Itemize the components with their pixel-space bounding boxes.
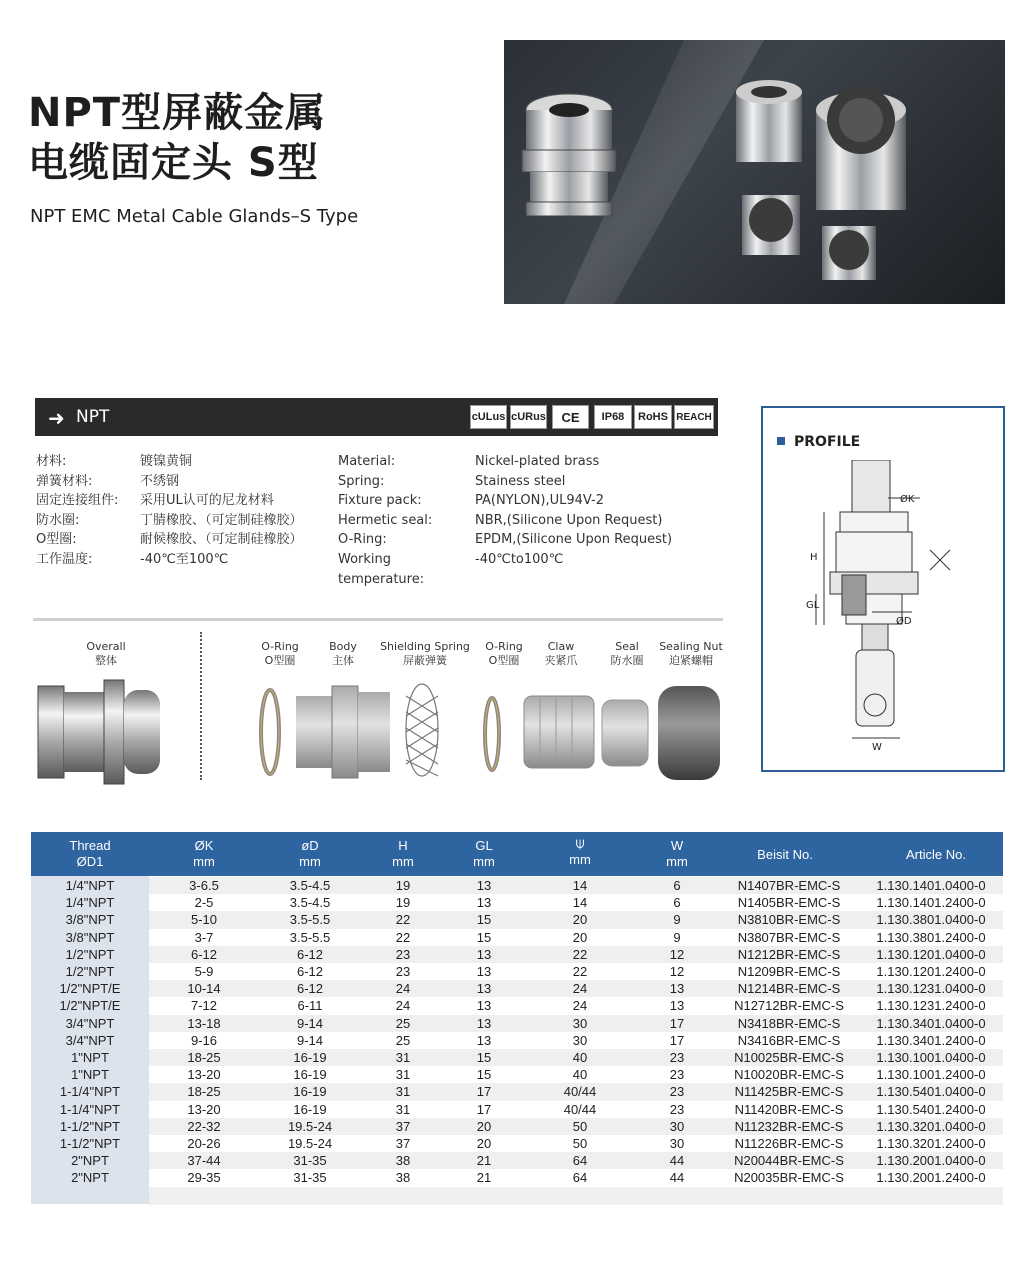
table-cell: 15 xyxy=(476,1050,492,1065)
profile-dim-label: ØD xyxy=(896,616,912,627)
table-cell: 1.130.1231.2400-0 xyxy=(876,998,986,1014)
specs-en-values xyxy=(475,452,720,570)
table-cell: 5-9 xyxy=(194,964,214,979)
col-header-bottom: mm xyxy=(392,854,414,869)
table-cell: 23 xyxy=(669,1084,685,1100)
table-cell: 37-44 xyxy=(187,1153,221,1169)
table-cell: 13 xyxy=(476,964,492,979)
table-cell: 38 xyxy=(395,1153,411,1169)
part-label-cn: 主体 xyxy=(332,654,354,667)
table-cell: 44 xyxy=(669,1170,685,1186)
table-cell: 37 xyxy=(395,1118,411,1134)
table-cell: 19 xyxy=(395,878,411,893)
col-header-w xyxy=(647,838,707,870)
table-cell: 1"NPT xyxy=(71,1067,109,1083)
table-cell: 17 xyxy=(476,1101,492,1117)
cert-rohs-badge: RoHS xyxy=(634,405,672,429)
table-cell: 1/4"NPT xyxy=(65,878,115,893)
table-cell: 13 xyxy=(669,981,685,997)
table-cell: 2-5 xyxy=(194,895,214,911)
table-cell: 16-19 xyxy=(293,1050,327,1065)
col-header-bottom: mm xyxy=(193,854,215,869)
spec-label: Spring: xyxy=(338,473,385,489)
cert-cur-badge: cURus xyxy=(510,405,547,429)
profile-bullet-icon xyxy=(777,437,785,445)
table-cell: 14 xyxy=(572,895,588,911)
table-cell: 9-14 xyxy=(296,1015,324,1031)
table-cell: 13-20 xyxy=(187,1101,221,1117)
part-label-cn: 迫紧螺帽 xyxy=(669,654,713,667)
table-cell: 3/8"NPT xyxy=(65,929,115,945)
table-cell: 6-12 xyxy=(296,981,324,997)
col-header-wrench xyxy=(550,836,610,868)
col-header-bottom: mm xyxy=(473,854,495,869)
spec-label: Material: xyxy=(338,454,396,469)
spec-value: Stainess steel xyxy=(475,473,566,489)
table-cell: 3-6.5 xyxy=(189,878,219,893)
table-cell: 13 xyxy=(476,981,492,997)
col-header-top: H xyxy=(398,838,408,853)
table-cell: 6 xyxy=(673,878,681,893)
wrench-icon: ⍦ xyxy=(575,835,585,852)
table-cell: 23 xyxy=(669,1050,685,1065)
table-cell: 17 xyxy=(476,1084,492,1100)
table-cell: 64 xyxy=(572,1170,588,1186)
table-cell: 1.130.5401.0400-0 xyxy=(876,1084,986,1100)
table-cell: 9 xyxy=(673,929,681,945)
product-photo xyxy=(504,40,1005,304)
table-cell: 1/2"NPT xyxy=(65,946,115,962)
table-cell: 12 xyxy=(669,964,685,979)
spec-label: 材料: xyxy=(36,454,67,469)
col-header-top: W xyxy=(670,838,684,853)
table-cell: N11425BR-EMC-S xyxy=(734,1084,844,1100)
table-cell: 6-12 xyxy=(296,946,324,962)
table-cell: 1/2"NPT/E xyxy=(59,998,121,1014)
table-cell: 40/44 xyxy=(563,1084,597,1100)
part-label-en: O-Ring xyxy=(485,640,523,653)
col-header-beisit: Beisit No. xyxy=(757,847,813,862)
part-label-en: Body xyxy=(329,640,357,653)
table-cell: 13-20 xyxy=(187,1067,221,1083)
table-cell: N3807BR-EMC-S xyxy=(737,929,841,945)
table-cell: 22 xyxy=(395,912,411,928)
table-cell: 9-14 xyxy=(296,1032,324,1048)
table-cell: 20 xyxy=(476,1136,492,1151)
table-cell: 16-19 xyxy=(293,1067,327,1083)
spec-value: -40℃to100℃ xyxy=(475,551,564,567)
table-cell: 1/2"NPT xyxy=(65,964,115,979)
part-label-overall xyxy=(66,640,146,668)
table-cell: 1.130.1001.2400-0 xyxy=(876,1067,986,1083)
cert-ip68-badge: IP68 xyxy=(594,405,632,429)
table-cell: 24 xyxy=(395,998,411,1014)
spec-label: 弹簧材料: xyxy=(36,473,93,489)
spring-image xyxy=(406,684,438,776)
spec-value: 镀镍黄铜 xyxy=(140,454,193,469)
specs-cn-values xyxy=(140,452,335,570)
table-cell: 1.130.3401.2400-0 xyxy=(876,1032,986,1048)
spec-label: Fixture pack: xyxy=(338,493,422,509)
table-cell: 22 xyxy=(572,964,588,979)
part-label-oring-1 xyxy=(250,640,310,668)
profile-dim-label: GL xyxy=(806,600,820,611)
table-cell: 20 xyxy=(476,1118,492,1134)
table-cell: 1-1/2"NPT xyxy=(59,1136,121,1151)
table-cell: 1"NPT xyxy=(71,1050,109,1065)
part-label-oring-2 xyxy=(476,640,532,668)
table-cell: 14 xyxy=(572,878,588,893)
part-label-cn: 整体 xyxy=(95,654,117,667)
spec-value: Nickel-plated brass xyxy=(475,454,600,469)
part-label-cn: 屏蔽弹簧 xyxy=(403,654,447,667)
col-header-top: GL xyxy=(475,838,493,853)
table-cell: 18-25 xyxy=(187,1084,221,1100)
table-cell: 44 xyxy=(669,1153,685,1169)
table-cell: 17 xyxy=(669,1015,685,1031)
part-label-en: Seal xyxy=(615,640,639,653)
specs-en-labels xyxy=(338,452,478,589)
table-cell: N11232BR-EMC-S xyxy=(734,1118,844,1134)
table-cell: 30 xyxy=(669,1136,685,1151)
part-label-en: Sealing Nut xyxy=(659,640,723,653)
table-cell: 24 xyxy=(572,981,588,997)
table-cell: 13 xyxy=(476,895,492,911)
table-cell: 9 xyxy=(673,912,681,928)
table-cell: 3.5-4.5 xyxy=(289,878,331,893)
table-cell: 1/2"NPT/E xyxy=(59,981,121,997)
col-header-article: Article No. xyxy=(906,847,966,862)
table-cell: 20-26 xyxy=(187,1136,221,1151)
cert-ce-badge: CE xyxy=(552,405,589,429)
table-cell: 22 xyxy=(395,929,411,945)
profile-dim-label: H xyxy=(810,552,818,563)
spec-value: NBR,(Silicone Upon Request) xyxy=(475,512,663,528)
table-cell: 64 xyxy=(572,1153,588,1169)
table-cell: 40 xyxy=(572,1050,588,1065)
table-cell: 6 xyxy=(673,895,681,911)
table-cell: 13 xyxy=(476,998,492,1014)
table-cell: N1214BR-EMC-S xyxy=(737,981,841,997)
spec-value: 采用UL认可的尼龙材料 xyxy=(140,493,274,509)
col-header-gl xyxy=(454,838,514,870)
table-cell: 1.130.2001.2400-0 xyxy=(876,1170,986,1186)
spec-value: 耐候橡胶、（可定制硅橡胶） xyxy=(140,532,303,548)
table-cell: 29-35 xyxy=(187,1170,221,1186)
table-cell: 13-18 xyxy=(187,1015,221,1031)
table-cell: 1.130.1001.0400-0 xyxy=(876,1050,986,1065)
table-cell: 23 xyxy=(395,964,411,979)
table-cell: 13 xyxy=(669,998,685,1014)
col-header-bottom: mm xyxy=(666,854,688,869)
table-cell: 6-12 xyxy=(296,964,324,979)
part-label-en: Claw xyxy=(547,640,575,653)
table-cell: 25 xyxy=(395,1032,411,1048)
part-label-en: Shielding Spring xyxy=(380,640,470,653)
col-header-bottom: mm xyxy=(299,854,321,869)
table-cell: 31-35 xyxy=(293,1170,327,1186)
table-cell: 37 xyxy=(395,1136,411,1151)
table-cell: N11420BR-EMC-S xyxy=(734,1101,844,1117)
table-cell: 1.130.1201.2400-0 xyxy=(876,964,986,979)
page-title xyxy=(28,88,326,188)
table-cell: 3/4"NPT xyxy=(65,1032,115,1048)
table-cell: 19.5-24 xyxy=(287,1136,333,1151)
body-image xyxy=(296,686,390,778)
table-cell: 1.130.1401.2400-0 xyxy=(876,895,986,911)
table-cell: 31 xyxy=(395,1067,411,1083)
table-cell: 3-7 xyxy=(194,929,214,945)
part-label-claw xyxy=(536,640,586,668)
table-cell: N12712BR-EMC-S xyxy=(734,998,844,1014)
table-cell: N10020BR-EMC-S xyxy=(734,1067,844,1083)
part-label-cn: O型圈 xyxy=(264,654,296,667)
col-header-top: ØK xyxy=(194,838,214,853)
table-cell: 17 xyxy=(669,1032,685,1048)
table-cell: 19 xyxy=(395,895,411,911)
table-cell: 13 xyxy=(476,1032,492,1048)
table-cell: 15 xyxy=(476,1067,492,1083)
table-cell: N1407BR-EMC-S xyxy=(737,878,841,893)
part-label-spring xyxy=(376,640,474,668)
parts-illustration xyxy=(30,676,730,788)
spec-label: Hermetic seal: xyxy=(338,512,433,528)
col-header-bottom: mm xyxy=(569,852,591,867)
table-cell: 50 xyxy=(572,1136,588,1151)
table-cell: 1.130.3201.0400-0 xyxy=(876,1118,986,1134)
table-cell: 1.130.3201.2400-0 xyxy=(876,1136,986,1151)
table-cell: 1-1/2"NPT xyxy=(59,1118,121,1134)
cert-reach-badge: REACH xyxy=(674,405,714,429)
table-cell: 22 xyxy=(572,946,588,962)
table-cell: 31 xyxy=(395,1084,411,1100)
table-cell: N1405BR-EMC-S xyxy=(737,895,841,911)
table-cell: 31 xyxy=(395,1050,411,1065)
col-header-bottom: ØD1 xyxy=(76,854,104,869)
table-cell: 13 xyxy=(476,1015,492,1031)
col-header-k xyxy=(164,838,244,870)
table-cell: 1-1/4"NPT xyxy=(59,1084,121,1100)
sealing-nut-image xyxy=(658,686,720,780)
table-cell: 1.130.3801.2400-0 xyxy=(876,929,986,945)
claw-image xyxy=(524,696,594,768)
table-cell: N1212BR-EMC-S xyxy=(737,946,841,962)
table-cell: 1.130.5401.2400-0 xyxy=(876,1101,986,1117)
gland-group xyxy=(736,80,906,280)
part-label-en: O-Ring xyxy=(261,640,299,653)
table-cell: 19.5-24 xyxy=(287,1118,333,1134)
table-cell: 7-12 xyxy=(190,998,218,1014)
table-cell: 40 xyxy=(572,1067,588,1083)
overall-gland-image xyxy=(38,680,160,784)
spec-label: 工作温度: xyxy=(36,551,93,567)
page-subtitle: NPT EMC Metal Cable Glands–S Type xyxy=(30,206,359,227)
part-label-cn: 夹紧爪 xyxy=(544,654,578,667)
part-label-seal xyxy=(602,640,652,668)
table-cell: 16-19 xyxy=(293,1084,327,1100)
col-header-thread xyxy=(31,838,149,870)
table-cell: 1.130.1201.0400-0 xyxy=(876,946,986,962)
table-cell: N11226BR-EMC-S xyxy=(734,1136,844,1151)
title-line-1: NPT型屏蔽金属 xyxy=(28,90,327,136)
seal-image xyxy=(602,700,648,766)
table-cell: N20044BR-EMC-S xyxy=(734,1153,844,1169)
table-cell: 3/8"NPT xyxy=(65,912,115,928)
npt-label: NPT xyxy=(76,407,110,427)
table-cell: 12 xyxy=(669,946,685,962)
profile-drawing xyxy=(800,460,970,760)
col-header-top: Thread xyxy=(69,838,111,853)
table-cell: 1.130.1401.0400-0 xyxy=(876,878,986,893)
table-cell: 1-1/4"NPT xyxy=(59,1101,121,1117)
table-cell: 23 xyxy=(669,1101,685,1117)
col-header-top: øD xyxy=(301,838,319,853)
table-cell: N1209BR-EMC-S xyxy=(737,964,841,979)
spec-label: 固定连接组件: xyxy=(36,493,119,509)
table-cell: N10025BR-EMC-S xyxy=(734,1050,844,1065)
title-line-2: 电缆固定头 S型 xyxy=(28,140,319,186)
table-cell: 1/4"NPT xyxy=(65,895,115,911)
table-cell: 10-14 xyxy=(187,981,221,997)
table-cell: 1.130.1231.0400-0 xyxy=(876,981,986,997)
table-cell: 18-25 xyxy=(187,1050,221,1065)
spec-value: -40℃至100℃ xyxy=(140,551,229,567)
table-cell: 2"NPT xyxy=(71,1170,109,1186)
table-cell: 3.5-4.5 xyxy=(289,895,331,911)
table-cell: 30 xyxy=(669,1118,685,1134)
table-cell: 50 xyxy=(572,1118,588,1134)
table-cell: 6-11 xyxy=(297,998,323,1014)
table-cell: 3/4"NPT xyxy=(65,1015,115,1031)
section-divider xyxy=(33,618,723,621)
table-cell: 9-16 xyxy=(190,1032,218,1048)
table-cell: 20 xyxy=(572,912,588,928)
col-header-h xyxy=(373,838,433,870)
table-cell: 3.5-5.5 xyxy=(289,912,331,928)
table-cell: 30 xyxy=(572,1015,588,1031)
table-cell: 22-32 xyxy=(187,1118,221,1134)
part-label-en: Overall xyxy=(86,640,126,653)
table-cell: 23 xyxy=(395,946,411,962)
table-cell: 16-19 xyxy=(293,1101,327,1117)
spec-value: 不绣钢 xyxy=(140,473,180,489)
table-cell: 6-12 xyxy=(190,946,218,962)
table-cell: N3810BR-EMC-S xyxy=(737,912,841,928)
table-cell: N20035BR-EMC-S xyxy=(734,1170,844,1186)
arrow-right-icon: ➜ xyxy=(48,406,65,430)
profile-title: PROFILE xyxy=(794,434,861,450)
table-cell: 20 xyxy=(572,929,588,945)
cert-cul-badge: cULus xyxy=(470,405,507,429)
table-cell: 21 xyxy=(476,1153,492,1169)
col-header-d xyxy=(270,838,350,870)
table-cell: 23 xyxy=(669,1067,685,1083)
spec-value: EPDM,(Silicone Upon Request) xyxy=(475,532,673,548)
spec-label: Working temperature: xyxy=(338,551,425,587)
table-cell: 40/44 xyxy=(563,1101,597,1117)
table-cell: N3416BR-EMC-S xyxy=(737,1032,841,1048)
table-cell: 24 xyxy=(572,998,588,1014)
spec-value: PA(NYLON),UL94V-2 xyxy=(475,493,604,509)
part-label-cn: O型圈 xyxy=(488,654,520,667)
table-cell: 31 xyxy=(395,1101,411,1117)
gland-large xyxy=(522,94,616,216)
table-cell: 13 xyxy=(476,946,492,962)
table-cell: 15 xyxy=(476,929,492,945)
spec-value: 丁腈橡胶、（可定制硅橡胶） xyxy=(140,512,303,528)
spec-label: O-Ring: xyxy=(338,532,387,548)
table-cell: 38 xyxy=(395,1170,411,1186)
spec-label: O型圈: xyxy=(36,532,77,548)
table-cell: 25 xyxy=(395,1015,411,1031)
table-cell: 1.130.3401.0400-0 xyxy=(876,1015,986,1031)
table-cell: N3418BR-EMC-S xyxy=(737,1015,841,1031)
profile-dim-label: ØK xyxy=(900,494,915,505)
part-label-body xyxy=(318,640,368,668)
table-cell: 24 xyxy=(395,981,411,997)
table-cell: 13 xyxy=(476,878,492,893)
table-cell: 21 xyxy=(476,1170,492,1186)
specs-cn-labels xyxy=(36,452,146,570)
part-label-cn: 防水圈 xyxy=(610,654,644,667)
table-cell: 3.5-5.5 xyxy=(289,929,331,945)
table-cell: 1.130.3801.0400-0 xyxy=(876,912,986,928)
part-label-nut xyxy=(658,640,724,668)
table-cell: 31-35 xyxy=(293,1153,327,1169)
spec-label: 防水圈: xyxy=(36,512,80,528)
table-cell: 1.130.2001.0400-0 xyxy=(876,1153,986,1169)
profile-dim-label: W xyxy=(872,742,882,753)
table-cell: 5-10 xyxy=(190,912,218,928)
table-cell: 30 xyxy=(572,1032,588,1048)
table-row-empty xyxy=(149,1187,1003,1205)
table-cell: 2"NPT xyxy=(71,1153,109,1169)
table-cell: 15 xyxy=(476,912,492,928)
